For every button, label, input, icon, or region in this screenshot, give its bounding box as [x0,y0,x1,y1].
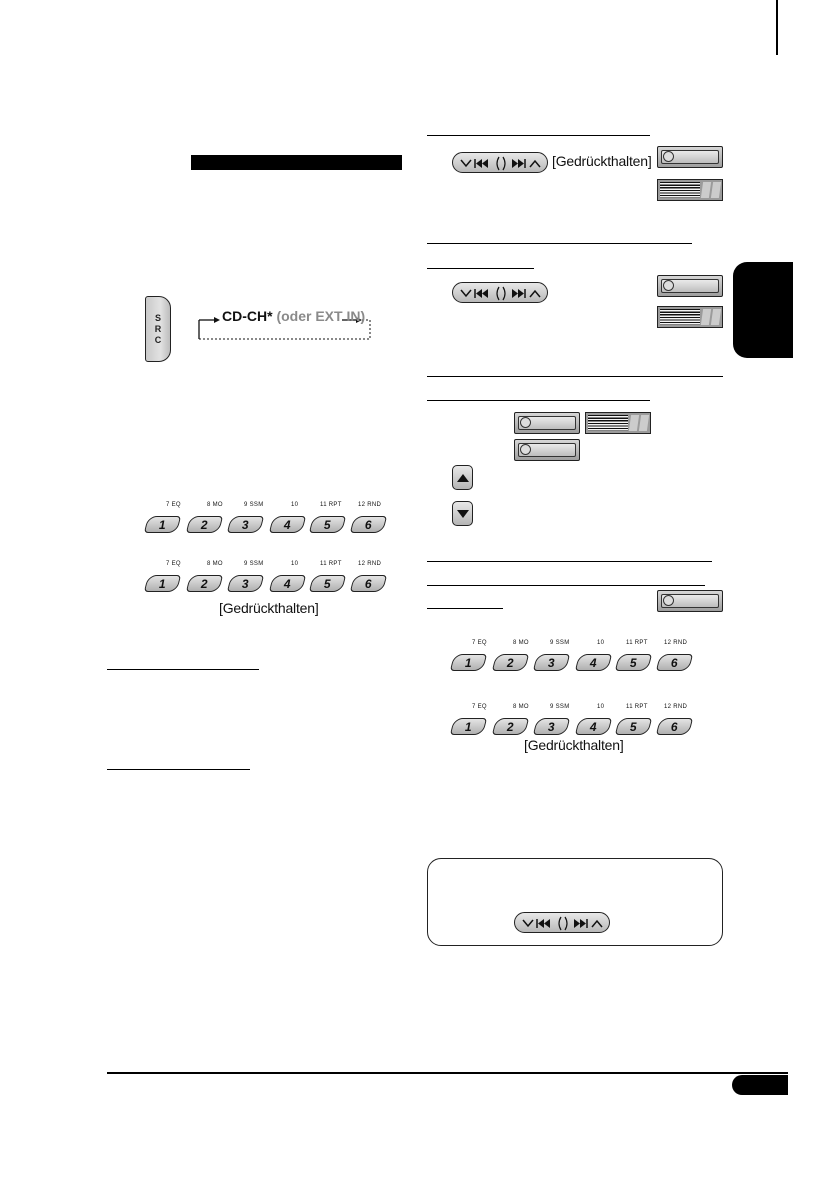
heading-rule [427,268,534,269]
seek-prev-next-icon [515,913,611,934]
preset-caption: 7 EQ [166,502,181,508]
preset-button-1[interactable]: 1 [450,718,487,735]
heading-rule [427,585,705,586]
preset-caption: 11 RPT [320,561,342,567]
preset-caption: 12 RND [358,502,382,508]
section-header-bar [191,155,402,170]
src-button[interactable] [145,296,171,362]
preset-button-5[interactable]: 5 [309,516,346,533]
preset-button-5[interactable]: 5 [309,575,346,592]
control-panel-icon [657,590,723,612]
preset-button-3[interactable]: 3 [533,718,570,735]
seek-hold-label: [Gedrückthalten] [552,153,652,169]
source-cdch: CD-CH* [222,308,273,324]
heading-rule [427,608,503,609]
src-letter-c: C [154,334,162,345]
preset-caption: 7 EQ [472,640,487,646]
display-window-icon [657,306,723,328]
top-right-rule [776,0,778,55]
preset-caption: 8 MO [513,704,529,710]
preset-button-2[interactable]: 2 [186,575,223,592]
seek-button[interactable] [514,912,610,933]
language-tab [733,262,793,358]
control-panel-icon [657,275,723,297]
preset-button-5[interactable]: 5 [615,654,652,671]
right-hold-label: [Gedrückthalten] [524,737,624,753]
preset-button-6[interactable]: 6 [656,654,693,671]
heading-rule [427,561,712,562]
right-preset-row-1 [452,640,692,674]
source-cycle-label [222,308,365,324]
page-number-tab [732,1075,788,1095]
preset-caption: 7 EQ [166,561,181,567]
preset-button-6[interactable]: 6 [656,718,693,735]
preset-button-6[interactable]: 6 [350,516,387,533]
preset-caption: 12 RND [664,704,688,710]
preset-button-4[interactable]: 4 [269,575,306,592]
heading-rule [427,243,692,244]
control-panel-icon [657,146,723,168]
preset-button-2[interactable]: 2 [186,516,223,533]
left-preset-row-1 [146,502,386,536]
display-window-icon [585,412,651,434]
control-panel-icon [514,412,580,434]
seek-button[interactable] [452,282,548,303]
preset-caption: 11 RPT [320,502,342,508]
preset-caption: 12 RND [664,640,688,646]
heading-rule [427,135,650,136]
heading-rule [427,376,723,377]
up-button[interactable] [452,465,473,490]
source-ext-in: (oder EXT IN) [276,308,366,324]
preset-caption: 9 SSM [244,561,264,567]
preset-caption: 10 [291,561,299,567]
preset-caption: 9 SSM [550,640,570,646]
preset-button-3[interactable]: 3 [227,516,264,533]
preset-button-2[interactable]: 2 [492,718,529,735]
src-letter-s: S [154,312,161,323]
preset-button-3[interactable]: 3 [533,654,570,671]
preset-caption: 10 [597,704,605,710]
display-window-icon [657,179,723,201]
src-letter-r: R [154,323,162,334]
preset-caption: 12 RND [358,561,382,567]
preset-caption: 8 MO [207,561,223,567]
preset-caption: 8 MO [513,640,529,646]
preset-caption: 8 MO [207,502,223,508]
preset-button-4[interactable]: 4 [575,654,612,671]
preset-button-1[interactable]: 1 [144,575,181,592]
right-preset-row-2 [452,704,692,738]
preset-button-4[interactable]: 4 [575,718,612,735]
preset-caption: 9 SSM [244,502,264,508]
preset-button-1[interactable]: 1 [450,654,487,671]
preset-button-1[interactable]: 1 [144,516,181,533]
seek-prev-next-icon [453,153,549,174]
seek-prev-next-icon [453,283,549,304]
preset-caption: 11 RPT [626,640,648,646]
preset-caption: 9 SSM [550,704,570,710]
preset-caption: 11 RPT [626,704,648,710]
heading-rule [107,769,250,770]
footer-rule [107,1072,788,1074]
preset-button-2[interactable]: 2 [492,654,529,671]
arrow-up-icon [456,472,470,484]
left-preset-row-2 [146,561,386,595]
preset-button-5[interactable]: 5 [615,718,652,735]
preset-button-4[interactable]: 4 [269,516,306,533]
heading-rule [427,400,650,401]
down-button[interactable] [452,501,473,526]
control-panel-icon [514,439,580,461]
preset-caption: 10 [597,640,605,646]
heading-rule [107,669,259,670]
preset-caption: 10 [291,502,299,508]
preset-caption: 7 EQ [472,704,487,710]
seek-button[interactable] [452,152,548,173]
preset-button-6[interactable]: 6 [350,575,387,592]
preset-button-3[interactable]: 3 [227,575,264,592]
left-hold-label: [Gedrückthalten] [219,600,319,616]
arrow-down-icon [456,508,470,520]
